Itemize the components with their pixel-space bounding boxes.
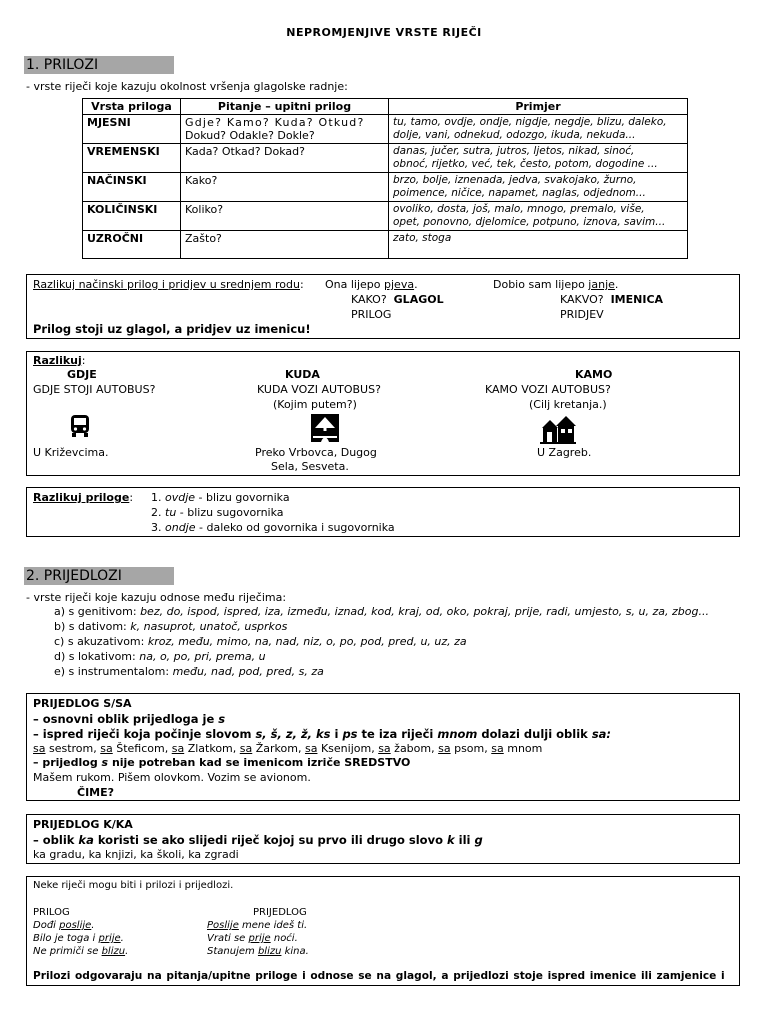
- table-row: [83, 231, 688, 259]
- adverb-type: VREMENSKI: [83, 144, 181, 173]
- section-heading-prijedlozi: 2. PRIJEDLOZI: [24, 567, 174, 585]
- box-heading: PRIJEDLOG S/SA: [33, 697, 132, 710]
- adverb-question: Gdje? Kamo? Kuda? Otkud? Dokud? Odakle? Dokle?: [181, 115, 389, 144]
- adverb-examples: zato, stoga: [389, 231, 688, 259]
- bus-icon: [69, 414, 91, 438]
- question-kakvo: KAKVO? IMENICA: [560, 293, 664, 306]
- column-head-prilog: PRILOG: [33, 907, 70, 918]
- rule-text: Prilog stoji uz glagol, a pridjev uz imenicu!: [33, 322, 311, 336]
- example-prilog: Bilo je toga i prije.: [33, 933, 124, 944]
- box-intro: Neke riječi mogu biti i prilozi i prijedlozi.: [33, 880, 234, 891]
- adverb-question: Koliko?: [181, 202, 389, 231]
- rule-line: – osnovni oblik prijedloga je s: [33, 712, 226, 726]
- box-gdje-kuda-kamo: Razlikuj: GDJE GDJE STOJI AUTOBUS? U Križevcima. KUDA KUDA VOZI AUTOBUS? (Kojim putem?) Preko Vrbovca, Dugog Sela, Sesveta. KAMO KAMO VOZI AUTOBUS? (Cilj kretanja.) U Zagreb.: [26, 351, 740, 476]
- table-header-row: [83, 99, 688, 115]
- road-icon: [311, 414, 339, 442]
- box-prijedlog-k-ka: [26, 814, 740, 864]
- answer-kuda-cont: Sela, Sesveta.: [271, 460, 349, 473]
- list-item: c) s akuzativom: kroz, među, mimo, na, nad, niz, o, po, pod, pred, u, uz, za: [54, 635, 467, 648]
- question-cime: ČIME?: [77, 786, 115, 799]
- adverb-examples: ovoliko, dosta, još, malo, mnogo, premalo, više, opet, ponovno, djelomice, potpuno, iznova, savim...: [389, 202, 688, 231]
- adverb-type: NAČINSKI: [83, 173, 181, 202]
- rule-line: – prijedlog s nije potreban kad se imenicom izriče SREDSTVO: [33, 756, 411, 769]
- rule-line: – ispred riječi koja počinje slovom s, š, z, ž, ks i ps te iza riječi mnom dolazi dulji oblik sa:: [33, 727, 612, 741]
- example-line: Mašem rukom. Pišem olovkom. Vozim se avionom.: [33, 771, 311, 784]
- table-row: [83, 173, 688, 202]
- question-kamo: KAMO VOZI AUTOBUS?: [485, 383, 611, 396]
- adverb-type: MJESNI: [83, 115, 181, 144]
- column-head-kuda: KUDA: [285, 368, 320, 381]
- adverb-examples: danas, jučer, sutra, jutros, ljetos, nikad, sinoć, obnoć, rijetko, već, tek, često, potom, dogodine ...: [389, 144, 688, 173]
- box-heading: PRIJEDLOG K/KA: [33, 818, 133, 831]
- example-prilog: Dođi poslije.: [33, 920, 95, 931]
- question-kuda: KUDA VOZI AUTOBUS?: [257, 383, 381, 396]
- box-prijedlog-s-sa: [26, 693, 740, 801]
- rule-text: Prilozi odgovaraju na pitanja/upitne priloge i odnose se na glagol, a prijedlozi stoje ispred imenice ili zamjenice i: [33, 970, 725, 982]
- question-gdje: GDJE STOJI AUTOBUS?: [33, 383, 156, 396]
- list-item: d) s lokativom: na, o, po, pri, prema, u: [54, 650, 266, 663]
- adverb-examples: brzo, bolje, iznenada, jedva, svakojako, žurno, poimence, ničice, napamet, naglas, odjednom...: [389, 173, 688, 202]
- question-kako: KAKO? GLAGOL: [351, 293, 444, 306]
- column-head-gdje: GDJE: [67, 368, 97, 381]
- list-item: b) s dativom: k, nasuprot, unatoč, usprkos: [54, 620, 288, 633]
- section-intro-prilozi: - vrste riječi koje kazuju okolnost vršenja glagolske radnje:: [26, 80, 348, 93]
- table-row: [83, 115, 688, 144]
- table-header: Vrsta priloga: [83, 99, 181, 115]
- example-line: ka gradu, ka knjizi, ka školi, ka zgradi: [33, 848, 239, 861]
- box-lead: Razlikuj načinski prilog i pridjev u srednjem rodu: [33, 278, 300, 291]
- example-prilog: Ona lijepo pjeva.: [325, 278, 418, 291]
- box-prilog-prijedlog: [26, 876, 740, 986]
- adverb-type: KOLIČINSKI: [83, 202, 181, 231]
- list-item: a) s genitivom: bez, do, ispod, ispred, iza, između, iznad, kod, kraj, od, oko, pokraj, prije, radi, umjesto, s, u, za, zbog...: [54, 605, 709, 618]
- page-title: NEPROMJENJIVE VRSTE RIJEČI: [286, 26, 482, 39]
- example-prilog: Ne primiči se blizu.: [33, 946, 129, 957]
- label-pridjev: PRIDJEV: [560, 308, 604, 321]
- box-lead: Razlikuj: [33, 354, 82, 367]
- table-header: Primjer: [389, 99, 688, 115]
- answer-kuda: Preko Vrbovca, Dugog: [255, 446, 377, 459]
- hint-kamo: (Cilj kretanja.): [529, 398, 607, 411]
- adverb-type: UZROČNI: [83, 231, 181, 259]
- hint-kuda: (Kojim putem?): [273, 398, 357, 411]
- rule-line: – oblik ka koristi se ako slijedi riječ kojoj su prvo ili drugo slovo k ili g: [33, 833, 483, 847]
- adverb-table: [82, 98, 688, 259]
- example-line: sa sestrom, sa Šteficom, sa Zlatkom, sa Žarkom, sa Ksenijom, sa žabom, sa psom, sa mnom: [33, 742, 543, 755]
- section-intro-prijedlozi: - vrste riječi koje kazuju odnose među riječima:: [26, 591, 287, 604]
- adverb-examples: tu, tamo, ovdje, ondje, nigdje, negdje, blizu, daleko, dolje, vani, odnekud, odozgo, ikuda, nekuda...: [389, 115, 688, 144]
- list-item: 1. ovdje - blizu govornika: [151, 491, 290, 504]
- example-prijedlog: Vrati se prije noći.: [207, 933, 298, 944]
- list-item: 2. tu - blizu sugovornika: [151, 506, 284, 519]
- answer-gdje: U Križevcima.: [33, 446, 109, 459]
- table-header: Pitanje – upitni prilog: [181, 99, 389, 115]
- column-head-prijedlog: PRIJEDLOG: [253, 907, 307, 918]
- table-row: [83, 202, 688, 231]
- adverb-question: Kako?: [181, 173, 389, 202]
- box-razlikuj-priloge: Razlikuj priloge: 1. ovdje - blizu govornika 2. tu - blizu sugovornika 3. ondje - daleko od govornika i sugovornika: [26, 487, 740, 537]
- section-heading-prilozi: 1. PRILOZI: [24, 56, 174, 74]
- box-prilog-vs-pridjev: Razlikuj načinski prilog i pridjev u srednjem rodu: Ona lijepo pjeva. Dobio sam lijepo janje. KAKO? GLAGOL KAKVO? IMENICA PRILOG PRIDJEV Prilog stoji uz glagol, a pridjev uz imenicu!: [26, 274, 740, 339]
- table-row: [83, 144, 688, 173]
- box-lead: Razlikuj priloge: [33, 491, 130, 504]
- town-icon: [540, 414, 576, 444]
- list-item: 3. ondje - daleko od govornika i sugovornika: [151, 521, 395, 534]
- example-prijedlog: Poslije mene ideš ti.: [207, 920, 308, 931]
- label-prilog: PRILOG: [351, 308, 392, 321]
- answer-kamo: U Zagreb.: [537, 446, 592, 459]
- column-head-kamo: KAMO: [575, 368, 613, 381]
- example-prijedlog: Stanujem blizu kina.: [207, 946, 309, 957]
- example-pridjev: Dobio sam lijepo janje.: [493, 278, 619, 291]
- list-item: e) s instrumentalom: među, nad, pod, pred, s, za: [54, 665, 324, 678]
- adverb-question: Kada? Otkad? Dokad?: [181, 144, 389, 173]
- adverb-question: Zašto?: [181, 231, 389, 259]
